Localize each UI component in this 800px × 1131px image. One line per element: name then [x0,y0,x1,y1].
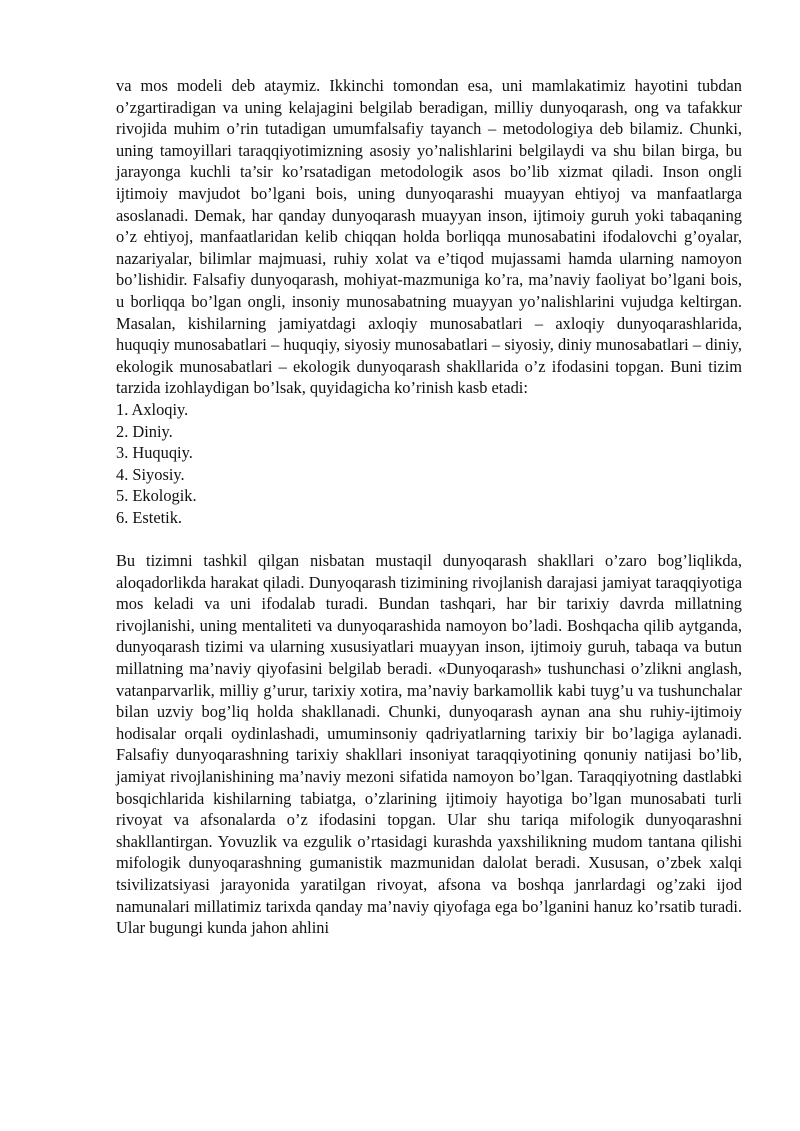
list-item: 6. Estetik. [116,507,183,527]
list-item: 3. Huquqiy. [116,443,193,463]
list-item: 1. Axloqiy. [116,399,189,419]
list-item: 2. Diniy. [116,421,173,441]
paragraph-1: va mos modeli deb ataymiz. Ikkinchi tomondan esa, uni mamlakatimiz hayotini tubdan o’zgartiradigan va uning kelajagini belgilab beradigan, milliy dunyoqarash, ong va tafakkur rivojida muhim o’rin tutadigan umumfalsafiy tayanch – metodologiya deb bilamiz. Chunki, uning tamoyillari taraqqiyotimizning asosiy yo’nalishlarini belgilaydi va shu bilan birga, bu jarayonga kuchli ta’sir ko’rsatadigan metodologik asos bo’lib xizmat qiladi. Inson ongli ijtimoiy mavjudot bo’lgani bois, uning dunyoqarashi muayyan ehtiyoj va manfaatlarga asoslanadi. Demak, har qanday dunyoqarash muayyan inson, ijtimoiy guruh yoki tabaqaning o’z ehtiyoj, manfaatlaridan kelib chiqqan holda borliqqa munosabatini ifodalovchi g’oyalar, nazariyalar, bilimlar majmuasi, ruhiy xolat va e’tiqod mujassami hamda ularning namoyon bo’lishidir. Falsafiy dunyoqarash, mohiyat-mazmuniga ko’ra, ma’naviy faoliyat bo’lgani bois, u borliqqa bo’lgan ongli, insoniy munosabatning muayyan yo’nalishlarini vujudga keltirgan. Masalan, kishilarning jamiyatdagi axloqiy munosabatlari – axloqiy dunyoqarashlarida, huquqiy munosabatlari – huquqiy, siyosiy munosabatlari – siyosiy, diniy munosabatlari – diniy, ekologik munosabatlari – ekologik dunyoqarash shakllarida o’z ifodasini topgan. Buni tizim tarzida izohlaydigan bo’lsak, quyidagicha ko’rinish kasb etadi: [116,76,742,398]
paragraph-gap [116,528,742,550]
list-item: 5. Ekologik. [116,486,197,506]
list-item: 4. Siyosiy. [116,464,185,484]
paragraph-2: Bu tizimni tashkil qilgan nisbatan mustaqil dunyoqarash shakllari o’zaro bog’liqlikda, aloqadorlikda harakat qiladi. Dunyoqarash tizimining rivojlanish darajasi jamiyat taraqqiyotiga mos keladi va uni ifodalab turadi. Bundan tashqari, har bir tarixiy davrda millatning rivojlanishi, uning mentaliteti va dunyoqarashida namoyon bo’ladi. Boshqacha qilib aytganda, dunyoqarash tizimi va ularning xususiyatlari muayyan inson, ijtimoiy guruh, tabaqa va butun millatning ma’naviy qiyofasini belgilab beradi. «Dunyoqarash» tushunchasi o’zlikni anglash, vatanparvarlik, milliy g’urur, tarixiy xotira, ma’naviy barkamollik kabi tuyg’u va tushunchalar bilan uzviy bog’liq holda shakllanadi. Chunki, dunyoqarash aynan ana shu ruhiy-ijtimoiy hodisalar orqali oydinlashadi, umuminsoniy qadriyatlarning tarixiy bir bo’lagiga aylanadi. Falsafiy dunyoqarashning tarixiy shakllari insoniyat taraqqiyotining qonuniy natijasi bo’lib, jamiyat rivojlanishining ma’naviy mezoni sifatida namoyon bo’lgan. Taraqqiyotning dastlabki bosqichlarida kishilarning tabiatga, o’zlarining ijtimoiy hayotiga bo’lgan munosabati turli rivoyat va afsonalarda o’z ifodasini topgan. Ular shu tariqa mifologik dunyoqarashni shakllantirgan. Yovuzlik va ezgulik o’rtasidagi kurashda yaxshilikning mudom tantana qilishi mifologik dunyoqarashning gumanistik mazmunidan dalolat beradi. Xususan, o’zbek xalqi tsivilizatsiyasi jarayonida yaratilgan rivoyat, afsona va boshqa janrlardagi og’zaki ijod namunalari millatimiz tarixda qanday ma’naviy qiyofaga ega bo’lganini hanuz ko’rsatib turadi. Ular bugungi kunda jahon ahlini [116,551,742,938]
worldview-forms-list [116,399,742,529]
